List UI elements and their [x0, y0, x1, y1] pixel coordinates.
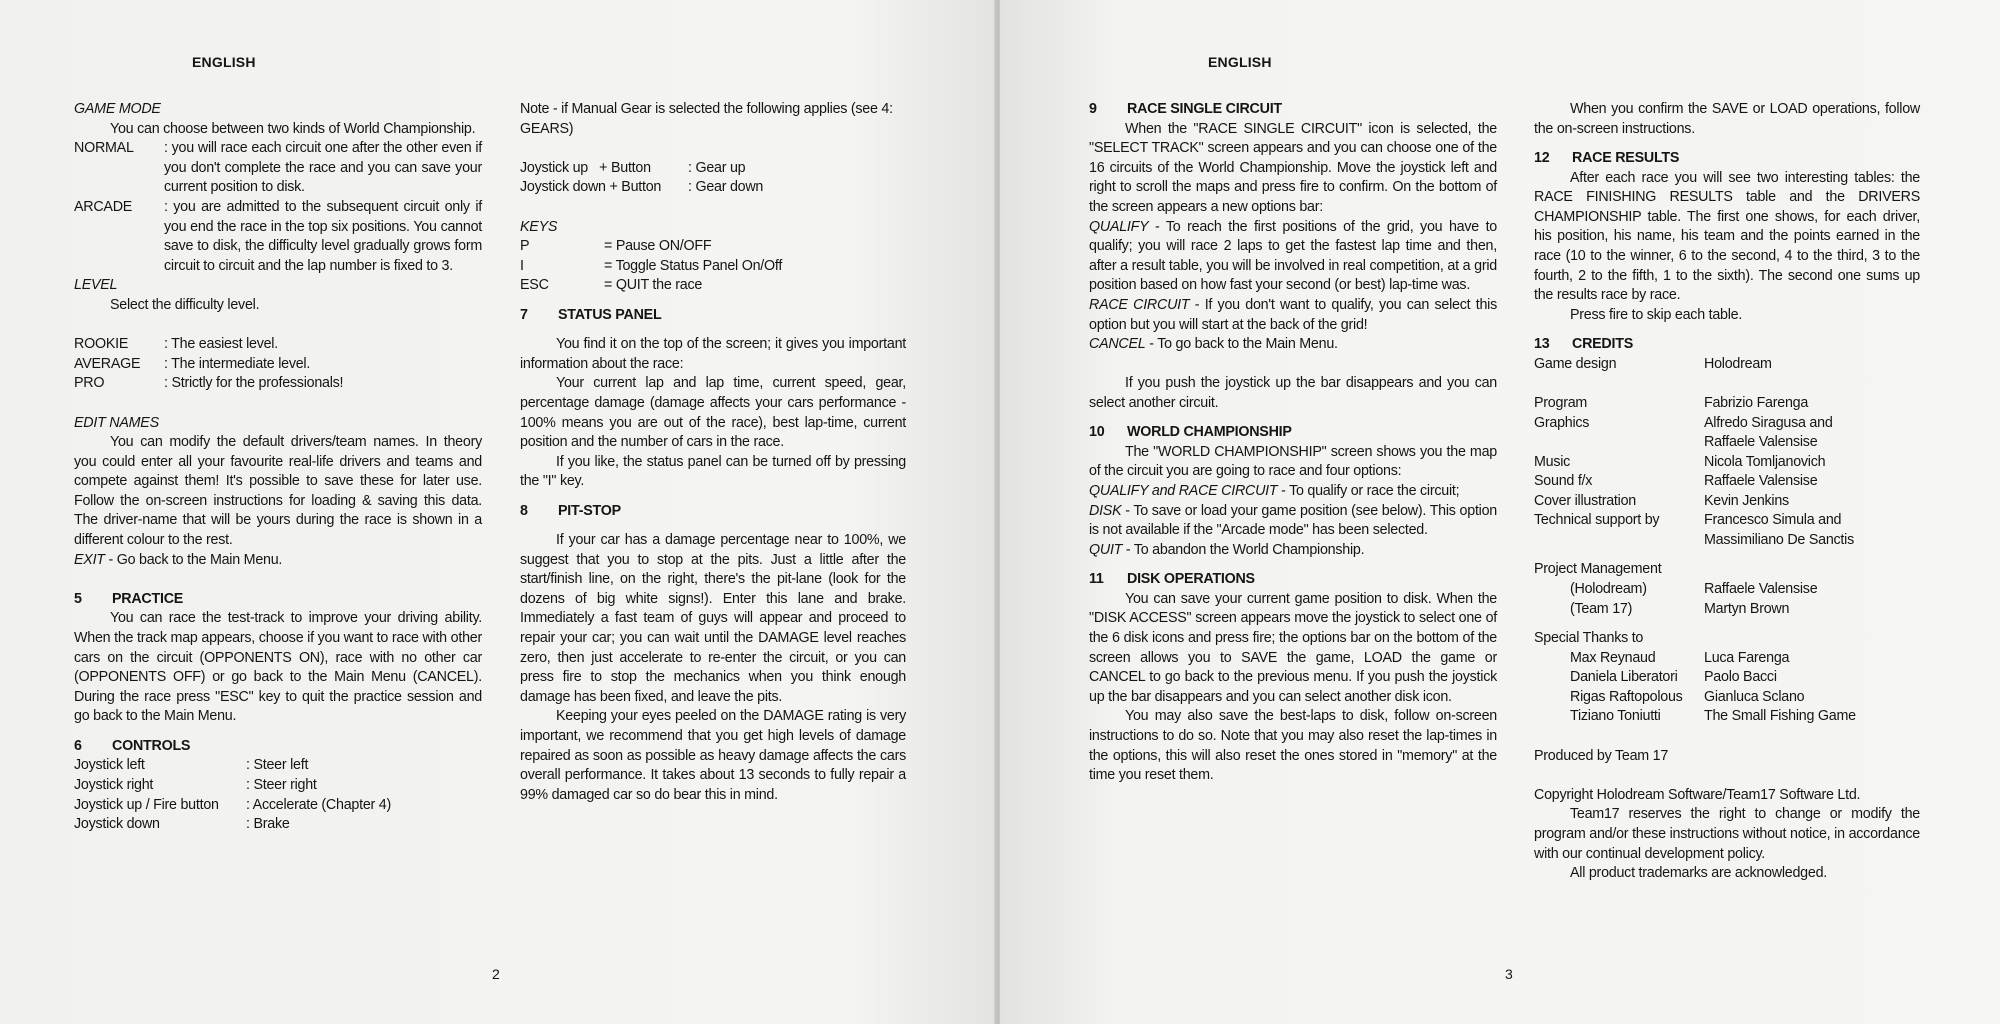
- key-text: = Pause ON/OFF: [604, 238, 712, 255]
- control-key: Joystick left: [74, 757, 145, 774]
- control-text: : Brake: [246, 816, 290, 833]
- controls-heading: [74, 737, 482, 757]
- control-key: Joystick up / Fire button: [74, 796, 219, 813]
- race-single-race: [1089, 296, 1497, 335]
- mode-key: NORMAL: [74, 140, 134, 157]
- credit-row: [1534, 531, 1920, 551]
- gear-key: Joystick down + Button: [520, 179, 662, 196]
- key-text: = QUIT the race: [604, 277, 703, 294]
- thanks-name: Max Reynaud: [1570, 649, 1656, 666]
- status-panel-p2: Your current lap and lap time, current speed, gear, percentage damage (damage affects your cars performance - 100% means you are out of the race), best lap-time, current position and the number of cars in the race.: [520, 375, 906, 451]
- credit-row: [1534, 492, 1920, 512]
- mode-key: ARCADE: [74, 198, 133, 215]
- qualify-label: QUALIFY and RACE CIRCUIT: [1089, 483, 1278, 500]
- credit-role: Music: [1534, 453, 1571, 470]
- level-heading: LEVEL: [74, 277, 118, 294]
- gear-item: [520, 178, 906, 198]
- trademarks-notice: All product trademarks are acknowledged.: [1570, 865, 1828, 882]
- credit-name: Kevin Jenkins: [1704, 492, 1789, 509]
- level-item: [74, 355, 482, 375]
- credit-row: [1534, 453, 1920, 473]
- control-key: Joystick down: [74, 816, 160, 833]
- level-text: : The intermediate level.: [164, 355, 311, 372]
- section-title: STATUS PANEL: [558, 306, 662, 323]
- credit-name: Alfredo Siragusa and: [1704, 414, 1833, 431]
- mode-normal: [74, 139, 482, 198]
- credit-role: Cover illustration: [1534, 492, 1636, 509]
- status-panel-heading: [520, 306, 906, 326]
- race-single-p2: If you push the joystick up the bar disappears and you can select another circuit.: [1089, 375, 1497, 411]
- control-text: : Steer left: [246, 757, 309, 774]
- left-page-number: 2: [492, 966, 500, 982]
- credit-role: Program: [1534, 394, 1588, 411]
- thanks-row: [1534, 668, 1920, 688]
- qualify-text: - To reach the first positions of the grid, you have to qualify; you will race 2 laps to get the fastest lap time and then, after a result table, you will be involved in real competition, at a grid position based on how fast your second (or best) lap-time was.: [1089, 218, 1497, 294]
- pit-stop-p2: Keeping your eyes peeled on the DAMAGE rating is very important, we recommend that you get high levels of damage repaired as soon as possible as heavy damage affects the cars overall performance. It takes about 13 seconds to fully repair a 99% damaged car so do bear this in mind.: [520, 708, 906, 803]
- exit-label: EXIT: [74, 551, 105, 568]
- section-title: RACE SINGLE CIRCUIT: [1127, 101, 1282, 117]
- section-title: RACE RESULTS: [1572, 149, 1680, 166]
- key-item: [520, 237, 906, 257]
- qualify-label: QUALIFY: [1089, 218, 1149, 235]
- edit-names-text: You can modify the default drivers/team names. In theory you could enter all your favourite real-life drivers and teams and compete against them! It's possible to save these for later use. Follow the on-screen instructions for loading & saving this data. The driver-name that will be yours during the race is shown in a different colour to the rest.: [74, 434, 482, 549]
- credit-role: Technical support by: [1534, 512, 1660, 529]
- edit-names-heading: EDIT NAMES: [74, 414, 159, 431]
- race-label: RACE CIRCUIT: [1089, 296, 1190, 313]
- practice-text: You can race the test-track to improve your driving ability. When the track map appears, choose if you want to race with other cars on the circuit (OPPONENTS ON), race with no other car (OPPONENTS OFF) or go back to the Main Menu (CANCEL). During the race press "ESC" key to quit the practice session and go back to the Main Menu.: [74, 610, 482, 725]
- world-champ-disk: [1089, 502, 1497, 541]
- section-title: WORLD CHAMPIONSHIP: [1127, 424, 1292, 441]
- pm-row: [1534, 580, 1920, 600]
- control-text: : Accelerate (Chapter 4): [246, 796, 391, 813]
- section-number: 13: [1534, 336, 1550, 353]
- section-number: 9: [1089, 101, 1097, 117]
- thanks-row: [1534, 688, 1920, 708]
- race-text: - If you don't want to qualify, you can select this option but you will start at the back of the grid!: [1089, 296, 1497, 333]
- level-text: : Strictly for the professionals!: [164, 375, 344, 392]
- credit-name: Raffaele Valensise: [1704, 434, 1818, 451]
- credit-name: Massimiliano De Sanctis: [1704, 532, 1854, 549]
- race-results-p2: Press fire to skip each table.: [1570, 306, 1743, 323]
- credit-name: Holodream: [1704, 355, 1772, 372]
- pit-stop-p1: If your car has a damage percentage near to 100%, we suggest that you to stop at the pits. Just a little after the start/finish line, on the right, there's the pit-lane (look for the dozens of big white signs!). Enter this lane and brake. Immediately a fast team of guys will appear and proceed to repair your car; you can wait until the DAMAGE level reaches zero, then just accelerate to re-enter the circuit, or you can press fire to stop the mechanics when you think enough damage has been fixed, and leave the pits.: [520, 532, 906, 705]
- produced-by: Produced by Team 17: [1534, 747, 1669, 764]
- right-column-1: [1089, 100, 1497, 786]
- mode-text: : you are admitted to the subsequent circuit only if you end the race in the top six positions. You cannot save to disk, the difficulty level gradually grows form circuit to circuit and the lap number is fixed to 3.: [164, 198, 482, 274]
- status-panel-p3: If you like, the status panel can be turned off by pressing the "I" key.: [520, 453, 906, 490]
- thanks-name: Tiziano Toniutti: [1570, 708, 1661, 725]
- section-title: CONTROLS: [112, 737, 191, 754]
- race-results-p1: After each race you will see two interesting tables: the RACE FINISHING RESULTS table and the DRIVERS CHAMPIONSHIP table. The first one shows, for each driver, his position, his name, his team and the points earned in the race (10 to the winner, 6 to the second, 4 to the third, 3 to the fourth, 2 to the fifth, 1 to the sixth). The second one sums up the results race by race.: [1534, 169, 1920, 304]
- race-results-heading: [1534, 149, 1920, 169]
- section-number: 10: [1089, 424, 1105, 441]
- control-text: : Steer right: [246, 776, 317, 793]
- section-title: PIT-STOP: [558, 502, 621, 519]
- game-mode-heading: GAME MODE: [74, 101, 161, 117]
- special-thanks-label: Special Thanks to: [1534, 630, 1644, 647]
- section-number: 7: [520, 306, 528, 323]
- control-key: Joystick right: [74, 776, 154, 793]
- mode-arcade: [74, 198, 482, 276]
- key-item: [520, 276, 906, 296]
- credit-row: [1534, 355, 1920, 375]
- thanks-name: The Small Fishing Game: [1704, 708, 1856, 725]
- credit-row: [1534, 433, 1920, 453]
- right-page-number: 3: [1505, 966, 1513, 982]
- rights-notice: Team17 reserves the right to change or modify the program and/or these instructions without notice, in accordance with our continual development policy.: [1534, 806, 1920, 862]
- level-key: ROOKIE: [74, 336, 129, 353]
- credit-name: Raffaele Valensise: [1704, 473, 1818, 490]
- thanks-row: [1534, 707, 1920, 727]
- thanks-name: Daniela Liberatori: [1570, 669, 1678, 686]
- edit-names-exit: [74, 551, 482, 571]
- credit-row: [1534, 472, 1920, 492]
- mode-text: : you will race each circuit one after the other even if you don't complete the race and you can save your current position to disk.: [164, 140, 482, 196]
- control-item: [74, 796, 482, 816]
- section-number: 6: [74, 737, 82, 754]
- exit-text: - Go back to the Main Menu.: [104, 551, 283, 568]
- credit-row: [1534, 394, 1920, 414]
- pm-role: (Team 17): [1570, 600, 1633, 617]
- control-item: [74, 756, 482, 776]
- key-name: I: [520, 257, 524, 274]
- disk-text: - To save or load your game position (see below). This option is not available if the "Arcade mode" has been selected.: [1089, 502, 1497, 539]
- level-text: : The easiest level.: [164, 336, 278, 353]
- gear-key: Joystick up + Button: [520, 159, 651, 176]
- credit-role: Game design: [1534, 355, 1617, 372]
- key-name: P: [520, 238, 530, 255]
- thanks-name: Luca Farenga: [1704, 649, 1790, 666]
- right-page-header: ENGLISH: [1208, 54, 1272, 70]
- race-single-qualify: [1089, 218, 1497, 296]
- race-single-cancel: [1089, 335, 1497, 355]
- race-single-heading: [1089, 100, 1497, 120]
- qualify-text: - To qualify or race the circuit;: [1277, 483, 1460, 500]
- right-column-2: [1534, 100, 1920, 884]
- world-champ-p1: The "WORLD CHAMPIONSHIP" screen shows you the map of the circuit you are going to race and four options:: [1089, 443, 1497, 480]
- race-single-p1: When the "RACE SINGLE CIRCUIT" icon is selected, the "SELECT TRACK" screen appears and you can choose one of the 16 circuits of the World Championship. Move the joystick left and right to scroll the maps and press fire to confirm. On the bottom of the screen appears a new options bar:: [1089, 120, 1497, 215]
- section-title: DISK OPERATIONS: [1127, 571, 1255, 588]
- level-intro: Select the difficulty level.: [110, 296, 260, 313]
- section-title: PRACTICE: [112, 590, 184, 607]
- credits-heading: [1534, 335, 1920, 355]
- credit-role: Graphics: [1534, 414, 1590, 431]
- control-item: [74, 776, 482, 796]
- game-mode-intro: You can choose between two kinds of World Championship.: [110, 120, 476, 137]
- level-key: AVERAGE: [74, 355, 141, 372]
- disk-ops-p2: You may also save the best-laps to disk, follow on-screen instructions to do so. Note that you may also reset the lap-times in the options, this will also reset the ones stored in "memory" at the time you reset them.: [1089, 708, 1497, 784]
- disk-ops-heading: [1089, 570, 1497, 590]
- keys-heading: KEYS: [520, 218, 558, 235]
- disk-label: DISK: [1089, 502, 1122, 519]
- cancel-text: - To go back to the Main Menu.: [1145, 336, 1338, 353]
- confirm-text: When you confirm the SAVE or LOAD operations, follow the on-screen instructions.: [1534, 101, 1920, 137]
- section-number: 5: [74, 590, 82, 607]
- practice-heading: [74, 590, 482, 610]
- control-item: [74, 815, 482, 835]
- section-number: 11: [1089, 571, 1104, 588]
- status-panel-p1: You find it on the top of the screen; it gives you important information about the race:: [520, 336, 906, 372]
- world-champ-heading: [1089, 423, 1497, 443]
- credit-name: Francesco Simula and: [1704, 512, 1842, 529]
- gears-note: Note - if Manual Gear is selected the following applies (see 4: GEARS): [520, 101, 893, 137]
- thanks-row: [1534, 649, 1920, 669]
- copyright: Copyright Holodream Software/Team17 Software Ltd.: [1534, 786, 1861, 803]
- cancel-label: CANCEL: [1089, 336, 1146, 353]
- credit-role: [1534, 433, 1704, 453]
- pm-role: (Holodream): [1570, 581, 1647, 598]
- level-key: PRO: [74, 375, 105, 392]
- gear-item: [520, 159, 906, 179]
- credit-role: Sound f/x: [1534, 473, 1593, 490]
- credit-name: Nicola Tomljanovich: [1704, 453, 1826, 470]
- thanks-name: Rigas Raftopolous: [1570, 688, 1683, 705]
- quit-text: - To abandon the World Championship.: [1122, 541, 1365, 558]
- credit-row: [1534, 511, 1920, 531]
- left-page-header: ENGLISH: [192, 54, 256, 70]
- section-title: CREDITS: [1572, 336, 1634, 353]
- left-page: [0, 0, 996, 1024]
- pm-name: Martyn Brown: [1704, 600, 1790, 617]
- key-item: [520, 257, 906, 277]
- section-number: 12: [1534, 149, 1550, 166]
- world-champ-quit: [1089, 541, 1497, 561]
- key-text: = Toggle Status Panel On/Off: [604, 257, 783, 274]
- gear-text: : Gear up: [688, 159, 746, 176]
- pm-row: [1534, 600, 1920, 620]
- project-management-label: Project Management: [1534, 561, 1662, 578]
- gear-text: : Gear down: [688, 179, 764, 196]
- left-column-2: [520, 100, 906, 805]
- level-item: [74, 374, 482, 394]
- left-column-1: [74, 100, 482, 835]
- credit-row: [1534, 414, 1920, 434]
- disk-ops-p1: You can save your current game position to disk. When the "DISK ACCESS" screen appears move the joystick to select one of the 6 disk icons and press fire; the options bar on the bottom of the screen allows you to SAVE the game, LOAD the game or CANCEL to go back to the previous menu. If you push the joystick up the bar disappears and you can select another disk icon.: [1089, 590, 1497, 705]
- pit-stop-heading: [520, 502, 906, 522]
- section-number: 8: [520, 502, 528, 519]
- credit-role: [1534, 531, 1704, 551]
- right-page: [1000, 0, 2000, 1024]
- level-item: [74, 335, 482, 355]
- key-name: ESC: [520, 277, 549, 294]
- thanks-name: Gianluca Sclano: [1704, 688, 1805, 705]
- quit-label: QUIT: [1089, 541, 1123, 558]
- thanks-name: Paolo Bacci: [1704, 669, 1777, 686]
- world-champ-qualify: [1089, 482, 1497, 502]
- credit-name: Fabrizio Farenga: [1704, 394, 1809, 411]
- pm-name: Raffaele Valensise: [1704, 581, 1818, 598]
